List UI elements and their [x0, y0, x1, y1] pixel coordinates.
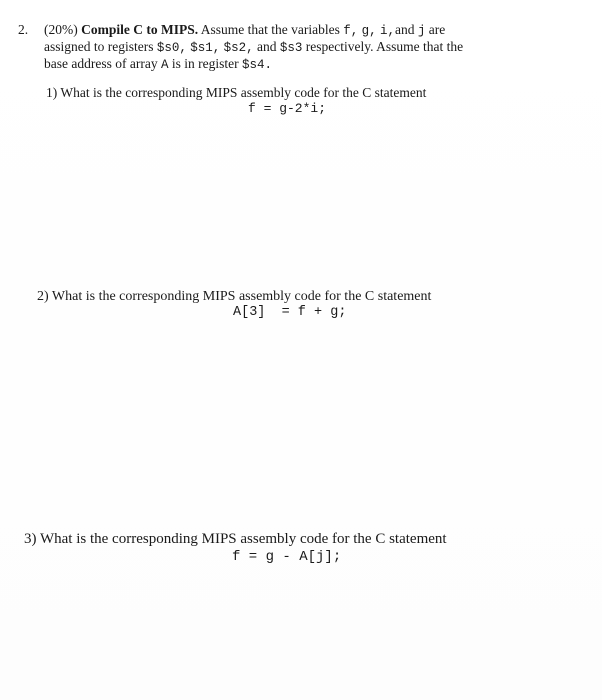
question-weight: (20%): [44, 22, 78, 37]
respectively-text: respectively. Assume that the: [305, 39, 464, 54]
subquestion-3: [24, 530, 447, 548]
register-s2: $s2,: [223, 41, 254, 55]
and-word: and: [395, 22, 415, 37]
subquestion-3-prompt: What is the corresponding MIPS assembly code for the C statement: [39, 531, 447, 547]
subquestion-1-prompt: What is the corresponding MIPS assembly code for the C statement: [60, 85, 427, 100]
variable-i: i,: [380, 24, 396, 38]
subquestion-1: [46, 85, 426, 101]
variable-g: g,: [361, 24, 377, 38]
register-s3: $s3: [279, 41, 303, 55]
variable-j: j: [417, 24, 426, 38]
subquestion-2-prompt: What is the corresponding MIPS assembly code for the C statement: [51, 289, 432, 304]
register-s1: $s1,: [190, 41, 221, 55]
registers-text: assigned to registers: [44, 39, 154, 54]
variable-f: f,: [343, 24, 359, 38]
subquestion-2-label: 2): [37, 289, 49, 304]
question-line-2: [44, 39, 463, 56]
subquestion-3-label: 3): [24, 531, 37, 547]
and-text: and: [257, 39, 277, 54]
subquestion-1-statement: f = g-2*i;: [248, 101, 327, 116]
are-word: are: [428, 22, 446, 37]
question-number: 2.: [18, 22, 29, 37]
base-address-text: base address of array: [44, 56, 158, 71]
register-s4: $s4.: [241, 58, 272, 72]
subquestion-1-label: 1): [46, 85, 58, 100]
subquestion-2: [37, 288, 431, 306]
subquestion-2-statement: A[3] = f + g;: [233, 305, 347, 320]
register-s0: $s0,: [156, 41, 187, 55]
register-text: is in register: [171, 56, 239, 71]
array-name: A: [160, 58, 169, 72]
question-line-1: [44, 22, 445, 39]
question-intro: Assume that the variables: [200, 22, 340, 37]
subquestion-3-statement: f = g - A[j];: [232, 549, 342, 565]
question-title: Compile C to MIPS.: [81, 22, 199, 37]
question-line-3: [44, 56, 272, 73]
